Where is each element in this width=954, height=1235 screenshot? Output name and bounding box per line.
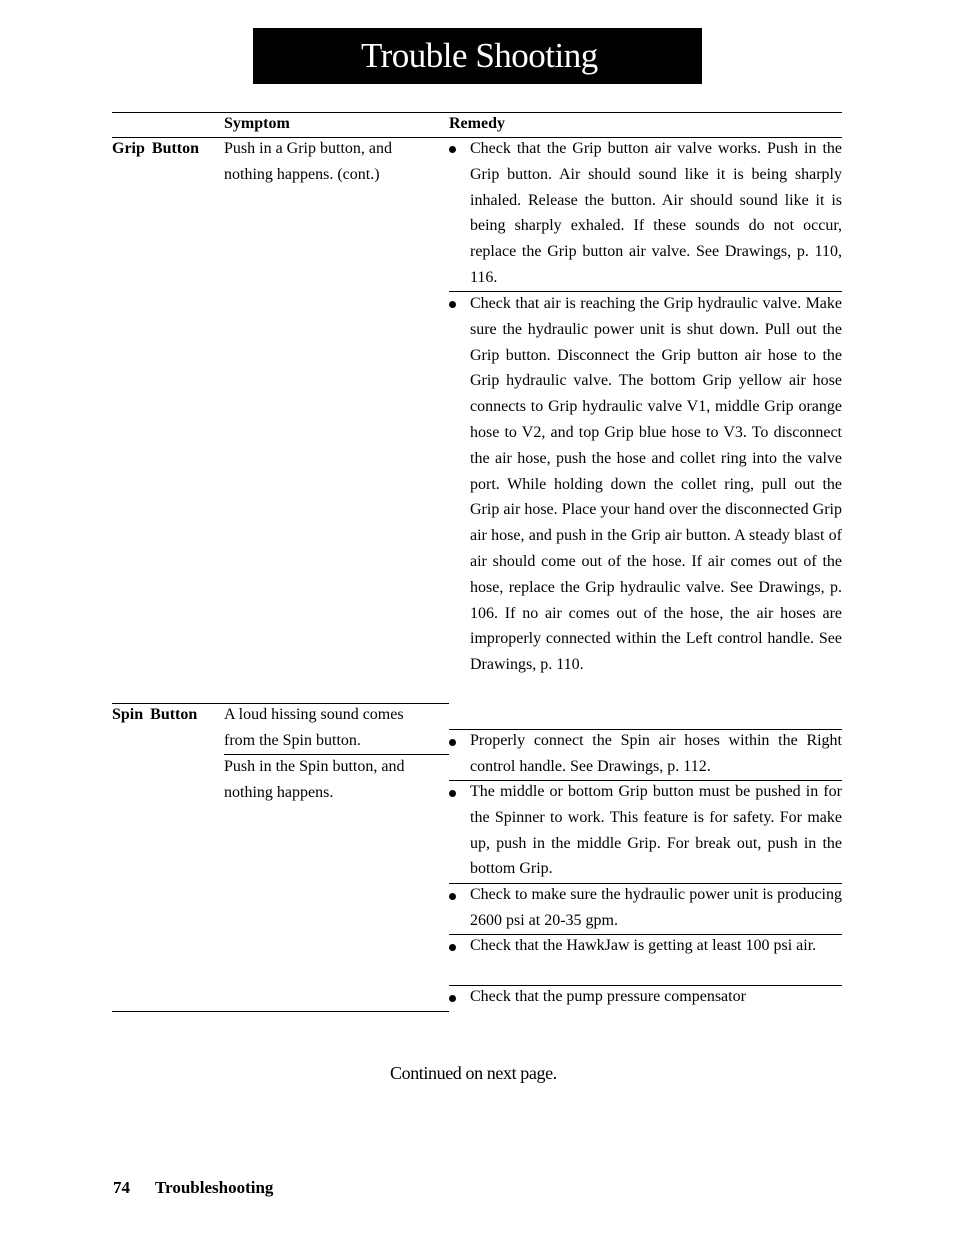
remedy-air-supply bbox=[470, 933, 842, 959]
remedy-header: Remedy bbox=[449, 115, 505, 132]
remedy-text: Check that the pump pressure compensator bbox=[470, 988, 746, 1005]
bullet-icon bbox=[449, 995, 456, 1002]
remedy-grip-air-valve bbox=[470, 136, 842, 291]
bullet-icon bbox=[449, 146, 456, 153]
continued-note: Continued on next page. bbox=[390, 1063, 557, 1083]
bullet-icon bbox=[449, 944, 456, 951]
remedy-text: Check that the HawkJaw is getting at least 100 psi air. bbox=[470, 937, 817, 954]
symptom-grip-no-action: Push in a Grip button, and nothing happens. (cont.) bbox=[224, 140, 392, 183]
row-label-grip-button: Grip Button bbox=[112, 140, 200, 157]
remedy-text: Check to make sure the hydraulic power unit is producing 2600 psi at 20-35 gpm. bbox=[470, 886, 842, 929]
remedy-text: The middle or bottom Grip button must be pushed in for the Spinner to work. This feature is for safety. For make up, push in the middle Grip. For break out, push in the bottom Grip. bbox=[470, 783, 842, 878]
bullet-icon bbox=[449, 301, 456, 308]
remedy-text: Check that the Grip button air valve works. Push in the Grip button. Air should sound like it is being sharply inhaled. Release the button. Air should sound like it is being sharply exhaled. If these sounds do not occur, replace the Grip button air valve. See Drawings, p. 110, 116. bbox=[470, 140, 842, 286]
row-label-spin-button: Spin Button bbox=[112, 706, 198, 723]
remedy-pump-compensator bbox=[470, 984, 842, 1010]
symptom-spin-hissing: A loud hissing sound comes from the Spin button. bbox=[224, 706, 404, 749]
page-number: 74 bbox=[113, 1178, 130, 1197]
remedy-text: Properly connect the Spin air hoses within the Right control handle. See Drawings, p. 112. bbox=[470, 732, 842, 775]
bullet-icon bbox=[449, 739, 456, 746]
footer-section-title: Troubleshooting bbox=[155, 1178, 274, 1197]
remedy-hydraulic-pressure bbox=[470, 882, 842, 934]
bullet-icon bbox=[449, 790, 456, 797]
symptom-header: Symptom bbox=[224, 115, 290, 132]
table-bottom-rule bbox=[112, 1011, 449, 1012]
page-title: Trouble Shooting bbox=[253, 28, 702, 84]
remedy-grip-interlock bbox=[470, 779, 842, 882]
remedy-grip-hydraulic-valve bbox=[470, 291, 842, 678]
remedy-text: Check that air is reaching the Grip hydraulic valve. Make sure the hydraulic power unit is shut down. Pull out the Grip button. Disconnect the Grip button air hose to the Grip hydraulic valve. The bottom Grip yellow air hose connects to Grip hydraulic valve V1, middle Grip orange hose to V2, and top Grip blue hose to V3. To disconnect the air hose, push the hose and collet ring into the valve port. While holding down the collet ring, pull out the Grip air hose. Place your hand over the disconnected Grip air hose, and push in the Grip air button. A steady blast of air should come out of the hose. If air comes out of the hose, replace the Grip hydraulic valve. See Drawings, p. 106. If no air comes out of the hose, the air hoses are improperly connected within the Left control handle. See Drawings, p. 110. bbox=[470, 295, 842, 674]
table-top-rule bbox=[112, 112, 842, 113]
symptom-spin-no-action: Push in the Spin button, and nothing happens. bbox=[224, 758, 405, 801]
remedy-spin-air-hoses bbox=[470, 728, 842, 780]
bullet-icon bbox=[449, 893, 456, 900]
